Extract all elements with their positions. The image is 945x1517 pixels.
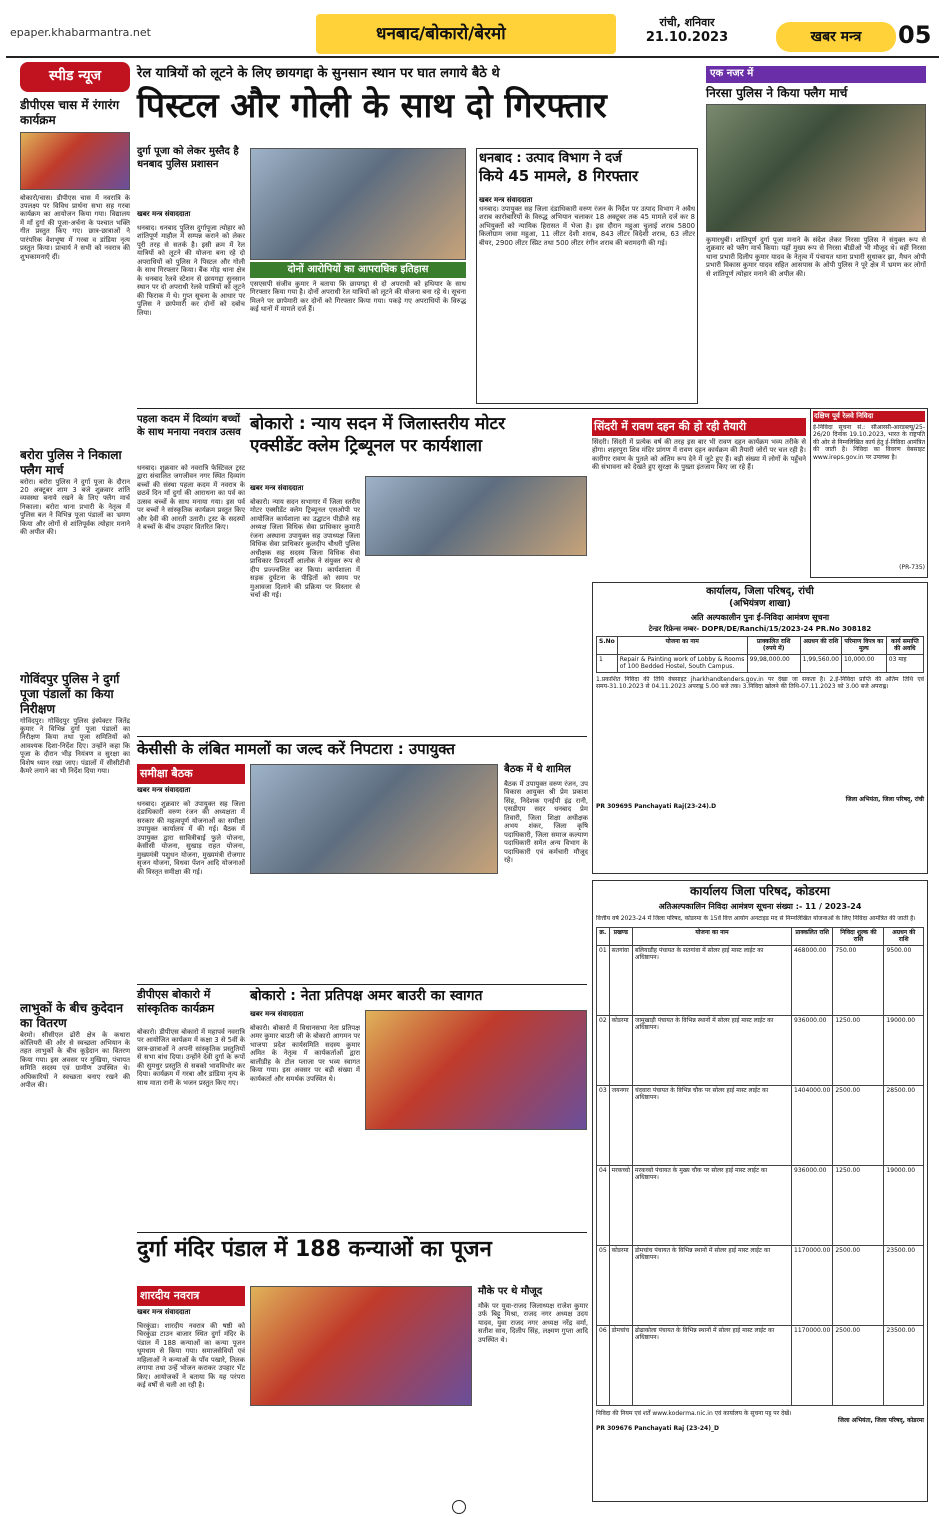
koderma-tender bbox=[592, 880, 928, 1502]
koderma-notice: अतिअल्पकालिन निविदा आमंत्रण सूचना संख्या :- 11 / 2023-24 bbox=[658, 902, 862, 911]
dps-headline: डीपीएस बोकारो में सांस्कृतिक कार्यक्रम bbox=[137, 988, 215, 1015]
kanya-byline: खबर मन्त्र संवाददाता bbox=[137, 1308, 191, 1316]
section-banner bbox=[316, 14, 729, 54]
railway-tender-body: ई-निविदा सूचना सं.: सीआरसी-आरडब्ल्यू/25-26/20 दिनांक 19.10.2023, भारत के राष्ट्रपति की ओर से निम्नलिखित कार्य हेतु ई-निविदा आमंत्रित की जाती है। निविदा का विवरण वेबसाइट www.ireps.gov.in पर उपलब्ध है। bbox=[813, 423, 925, 461]
ranchi-notes: 1.प्रकाशित निविदा की तिथि वेबसाइट jharkhandtenders.gov.in पर देखा जा सकता है। 2.ई-निविदा प्राप्ति की अंतिम तिथि एवं समय-31.10.2023 से 04.11.2023 अपराह्न 5.00 बजे तक। 3.निविदा खोलने की तिथि-07.11.2023 को 3.00 बजे अपराह्न। bbox=[596, 675, 924, 690]
ranchi-notice: अति अल्पकालीन पुनः ई-निविदा आमंत्रण सूचना bbox=[690, 612, 830, 622]
cell: मरकच्चो bbox=[609, 1165, 632, 1245]
col-estimate: प्राक्कलित राशि (रुपये में) bbox=[747, 636, 800, 654]
item2-title: बरोरा पुलिस ने निकाला फ्लैग मार्च bbox=[20, 447, 122, 477]
cell: 1404000.00 bbox=[792, 1085, 833, 1165]
col-period: कार्य समाप्ति की अवधि bbox=[886, 636, 923, 654]
koderma-intro: वित्तीय वर्ष 2023-24 में जिला परिषद, कोडरमा के 15वें वित्त आयोग अनटाइड मद से निम्नलिखित योजनाओं के लिए निविदा आमंत्रित की जाती है। bbox=[596, 915, 916, 922]
kanya-tag: शारदीय नवरात्र bbox=[137, 1286, 245, 1306]
col-no: क्र. bbox=[597, 927, 610, 945]
table-row bbox=[597, 1165, 924, 1245]
kanya-body: चिरकुंडा। शारदीय नवरात्र की षष्ठी को चिरकुंडा टाउन बाजार स्थित दुर्गा मंदिर के पंडाल में 188 कन्याओं का कन्या पूजन धूमधाम से किया गया। समाजसेवियों एवं महिलाओं ने कन्याओं के पाँव पखारे, तिलक लगाया तथा उन्हें भोजन कराकर उपहार भेंट किए। आयोजकों ने बताया कि यह परंपरा कई वर्षों से चली आ रही है। bbox=[137, 1322, 245, 1390]
site-url[interactable]: epaper.khabarmantra.net bbox=[10, 26, 151, 39]
koderma-footer: निविदा की नियम एवं शर्तें www.koderma.nic.in एवं कार्यालय के सूचना पट्ट पर देखें। bbox=[596, 1409, 792, 1417]
cell: 04 bbox=[597, 1165, 610, 1245]
kcc-body: धनबाद। शुक्रवार को उपायुक्त सह जिला दंडाधिकारी वरुण रंजन की अध्यक्षता में सरकार की महत्वपूर्ण योजनाओं का समीक्षा उपायुक्त कार्यालय में की गई। बैठक में उपायुक्त द्वारा सावित्रीबाई फुले योजना, केसीसी योजना, सुखाड़ राहत योजना, मुख्यमंत्री पशुधन योजना, मुख्यमंत्री रोजगार सृजन योजना, विधवा पेंशन आदि योजनाओं की विस्तृत समीक्षा की गई। bbox=[137, 800, 245, 876]
cell: 936000.00 bbox=[792, 1015, 833, 1085]
lead-photo bbox=[250, 148, 466, 260]
cell: डोमचांच पंचायत के विभिन्न स्थानों में सोलर हाई मास्ट लाईट का अधिष्ठापन। bbox=[632, 1245, 791, 1325]
railway-tender bbox=[810, 408, 928, 578]
col-scheme: योजना का नाम bbox=[617, 636, 747, 654]
lead-sidebar-heading: दुर्गा पूजा को लेकर मुस्तैद है धनबाद पुलिस प्रशासन bbox=[137, 146, 239, 170]
navratra-body: धनबाद। शुक्रवार को नवरात्रि फेस्टिवल ट्रस्ट द्वारा संचालित जगजीवन नगर स्थित दिव्यांग बच्चों की संस्था पहला कदम में नवरात्र के छठवें दिन माँ दुर्गा की आराधना का पर्व का उत्सव बच्चों के साथ मनाया गया। इस पर्व पर बच्चों ने सांस्कृतिक कार्यक्रम प्रस्तुत किए और देवी की आरती उतारी। ट्रस्ट के सदस्यों ने बच्चों के बीच उपहार वितरित किए। bbox=[137, 464, 245, 532]
table-header-row bbox=[597, 927, 924, 945]
amar-body: बोकारो। बोकारो में विधानसभा नेता प्रतिपक्ष अमर कुमार बाउरी जी के बोकारो आगमन पर भाजपा प्रदेश कार्यसमिति सदस्य कुमार अमित के नेतृत्व में कार्यकर्ताओं द्वारा बालीडीह के टोल प्लाजा पर भव्य स्वागत किया गया। इस अवसर पर बड़ी संख्या में कार्यकर्ता और समर्थक उपस्थित थे। bbox=[250, 1024, 360, 1083]
lead-body: धनबाद। धनबाद पुलिस दुर्गापूजा त्योहार को शांतिपूर्ण माहौल में सम्पन्न कराने को लेकर पूरी तरह से सतर्क है। इसी क्रम में रेल यात्रियों को लूटने की योजना बना रहे दो अपराधियों को पुलिस ने पिस्टल और गोली के साथ गिरफ्तार किया। बैंक मोड़ थाना क्षेत्र के धनबाद रेलवे स्टेशन से छायगद्दा सुनसान स्थान पर दो अपराधी रेलवे यात्रियों को लूटने की फिराक में थे। गुप्त सूचना के आधार पर पुलिस ने छापेमारी कर दोनों को दबोच लिया। bbox=[137, 224, 245, 317]
railway-tender-ref: (PR-735) bbox=[899, 563, 925, 571]
koderma-table bbox=[596, 927, 924, 1406]
cell: 750.00 bbox=[833, 945, 884, 1015]
ranchi-signature: जिला अभियंता, जिला परिषद्, रांची bbox=[845, 795, 924, 803]
item4-title: लाभुकों के बीच कुदेदान का वितरण bbox=[20, 1000, 124, 1030]
speed-news-tag: स्पीड न्यूज bbox=[20, 62, 130, 92]
divider-3 bbox=[137, 984, 587, 985]
kcc-headline: केसीसी के लंबित मामलों का जल्द करें निपटारा : उपायुक्त bbox=[137, 740, 455, 758]
tribunal-headline-b: एक्सीडेंट क्लेम ट्रिब्यूनल पर कार्यशाला bbox=[250, 436, 483, 456]
ranchi-tender-ref: टेन्डर रिफ्रेन्स नम्बर- DOPR/DE/Ranchi/15/2023-24 PR.No 308182 bbox=[648, 624, 872, 633]
divider-4 bbox=[137, 1232, 587, 1233]
cell: 1,99,560.00 bbox=[800, 654, 841, 672]
cell: चंदवारा पंचायत के विभिन्न चौक पर सोलर हाई मास्ट लाईट का अधिष्ठापन। bbox=[632, 1085, 791, 1165]
tribunal-byline: खबर मन्त्र संवाददाता bbox=[250, 484, 304, 492]
cell: बलियाडीह पंचायत के सतगांवा में सोलर हाई मास्ट लाईट का अधिष्ठापन। bbox=[632, 945, 791, 1015]
koderma-pr: PR 309676 Panchayati Raj (23-24)_D bbox=[596, 1424, 719, 1432]
table-row bbox=[597, 1015, 924, 1085]
divider-1 bbox=[137, 408, 927, 409]
cell: जामूखाड़ी पंचायत के विभिन्न स्थानों में सोलर हाई मास्ट लाईट का अधिष्ठापन। bbox=[632, 1015, 791, 1085]
col-bill: परिमाण विपत्र का मूल्य bbox=[841, 636, 886, 654]
excise-headline-b: किये 45 मामले, 8 गिरफ्तार bbox=[479, 167, 639, 186]
cell: डोमचांच bbox=[609, 1325, 632, 1405]
item4-body: बेरमो। सीसीएल ढोरी क्षेत्र के कथारा कोलियरी की ओर से स्वच्छता अभियान के तहत लाभुकों के बीच कूड़ेदान का वितरण किया गया। इस अवसर पर मुखिया, पंचायत समिति सदस्य एवं ग्रामीण उपस्थित थे। अधिकारियों ने स्वच्छता बनाए रखने की अपील की। bbox=[20, 1030, 130, 1090]
cell: 05 bbox=[597, 1245, 610, 1325]
kcc-body-cont bbox=[250, 878, 498, 978]
tribunal-body: बोकारो। न्याय सदन सभागार में जिला स्तरीय मोटर एक्सीडेंट क्लेम ट्रिब्यूनल एसओपी पर आयोजित कार्यशाला का उद्घाटन पीडीजे सह अध्यक्ष जिला विधिक सेवा प्राधिकार कुमारी रंजना अस्थाना उपायुक्त सह उपाध्यक्ष जिला विधिक सेवा प्राधिकार कुलदीप चौधरी पुलिस अधीक्षक सह सदस्य जिला विधिक सेवा प्राधिकार प्रियदर्शी आलोक ने संयुक्त रूप से दीप प्रज्ज्वलित कर किया। कार्यशाला में सड़क दुर्घटना के पीड़ितों को समय पर मुआवजा दिलाने की प्रक्रिया पर विस्तार से चर्चा की गई। bbox=[250, 498, 360, 600]
dps-body: बोकारो। डीपीएस बोकारो में महापर्व नवरात्रि पर आयोजित कार्यक्रम में कक्षा 3 से 5वीं के छात्र-छात्राओं ने अपनी सांस्कृतिक प्रस्तुतियों से सभा बांध दिया। उन्होंने देवी दुर्गा के रूपों की सुमधुर प्रस्तुति से सबको भावविभोर कर दिया। कार्यक्रम में गरबा और डांडिया नृत्य के साथ माता रानी के भजन प्रस्तुत किए गए। bbox=[137, 1028, 245, 1087]
tribunal-photo bbox=[365, 476, 587, 556]
col-earnest: अग्रधन की राशि bbox=[800, 636, 841, 654]
cell: जयनगर bbox=[609, 1085, 632, 1165]
cell: ढोढाकोला पंचायत के विभिन्न स्थानों में सोलर हाई मास्ट लाईट का अधिष्ठापन। bbox=[632, 1325, 791, 1405]
cell: 28500.00 bbox=[884, 1085, 924, 1165]
kanya-side-body: मौके पर युवा-राजद जिलाध्यक्ष राजेश कुमार उर्फ बिट्टू मिश्रा, राजद नगर अध्यक्ष उदय यादव, युवा राजद नगर अध्यक्ष नरेंद्र वर्मा, सतीश साव, दिलीप सिंह, लक्ष्मण गुप्ता आदि उपस्थित थे। bbox=[478, 1302, 588, 1344]
sindri-body: सिंदरी। सिंदरी में प्रत्येक वर्ष की तरह इस बार भी रावण दहन कार्यक्रम भव्य तरीके से होगा। शहरपुरा शिव मंदिर प्रांगण में रावण दहन कार्यक्रम की तैयारी जोरों पर चल रही है। कारीगर रावण के पुतले को अंतिम रूप देने में जुटे हुए हैं। बड़ी संख्या में लोगों के पहुँचने की संभावना को देखते हुए सुरक्षा के पुख्ता इंतजाम किए जा रहे हैं। bbox=[592, 438, 806, 472]
lead-kicker: रेल यात्रियों को लूटने के लिए छायगद्दा के सुनसान स्थान पर घात लगाये बैठे थे bbox=[137, 66, 500, 81]
table-row bbox=[597, 1325, 924, 1405]
cell: 02 bbox=[597, 1015, 610, 1085]
kanya-photo bbox=[250, 1286, 472, 1406]
cell: 06 bbox=[597, 1325, 610, 1405]
tribunal-body-cont bbox=[365, 560, 587, 734]
kanya-body-cont bbox=[250, 1410, 472, 1502]
cell: 1250.00 bbox=[833, 1015, 884, 1085]
cell: 468000.00 bbox=[792, 945, 833, 1015]
cell: 01 bbox=[597, 945, 610, 1015]
divider-2 bbox=[137, 736, 587, 737]
cell: 1170000.00 bbox=[792, 1245, 833, 1325]
cell: 1250.00 bbox=[833, 1165, 884, 1245]
railway-tender-title: दक्षिण पूर्व रेलवे निविदा bbox=[813, 411, 925, 422]
cell: सतगांवा bbox=[609, 945, 632, 1015]
excise-body: धनबाद। उपायुक्त सह जिला दंडाधिकारी वरुण रंजन के निर्देश पर उत्पाद विभाग ने अवैध शराब कारोबारियों के विरुद्ध अभियान चलाकर 18 अक्टूबर तक 45 मामले दर्ज कर 8 अभियुक्तों को न्यायिक हिरासत में भेजा है। इस दौरान महुआ चुलाई शराब 5800 किलोग्राम जावा महुआ, 11 लीटर देशी शराब, 843 लीटर विदेशी शराब, 63 लीटर बीयर, 2900 लीटर स्प्रिट तथा 500 लीटर रंगीन शराब की बरामदगी की गई। bbox=[479, 204, 695, 247]
item1-photo bbox=[20, 132, 130, 190]
nirsa-headline: निरसा पुलिस ने किया फ्लैग मार्च bbox=[706, 86, 848, 100]
kanya-headline: दुर्गा मंदिर पंडाल में 188 कन्याओं का पूजन bbox=[137, 1237, 492, 1262]
tribunal-headline-a: बोकारो : न्याय सदन में जिलास्तरीय मोटर bbox=[250, 414, 506, 434]
cell: मरकच्चो पंचायत के मुख्य चौक पर सोलर हाई मास्ट लाईट का अधिष्ठापन। bbox=[632, 1165, 791, 1245]
cell: 23500.00 bbox=[884, 1245, 924, 1325]
col-sno: S.No bbox=[597, 636, 618, 654]
lead-byline: खबर मन्त्र संवाददाता bbox=[137, 210, 191, 218]
speed-news-column bbox=[20, 62, 130, 1502]
ranchi-pr: PR 309695 Panchayati Raj(23-24).D bbox=[596, 803, 717, 810]
item1-body: बोकारो/चास। डीपीएस चास में नवरात्रि के उपलक्ष्य पर विविध प्रार्थना सभा सह गरबा कार्यक्रम का आयोजन किया गया। विद्यालय में माँ दुर्गा की पूजा-अर्चना के पश्चात भक्ति गीत प्रस्तुत किए गए। छात्र-छात्राओं ने पारंपरिक वेशभूषा में गरबा व डांडिया नृत्य प्रस्तुत किया। प्राचार्य ने सभी को नवरात्र की शुभकामनाएँ दीं। bbox=[20, 193, 130, 261]
excise-byline: खबर मन्त्र संवाददाता bbox=[479, 196, 533, 204]
table-row bbox=[597, 945, 924, 1015]
excise-headline-a: धनबाद : उत्पाद विभाग ने दर्ज bbox=[479, 151, 622, 166]
sindri-headline: सिंदरी में रावण दहन की हो रही तैयारी bbox=[592, 418, 806, 436]
brand-logo: खबर मन्त्र bbox=[776, 22, 896, 52]
date-box bbox=[642, 16, 732, 46]
kcc-side-body: बैठक में उपायुक्त वरुण रंजन, उप विकास आयुक्त श्री प्रेम प्रकाश सिंह, निदेशक एनईपी इंद्र रानी, एसडीएम सदर धनबाद प्रेम तिवारी, जिला शिक्षा अधीक्षक अभय शंकर, जिला कृषि पदाधिकारी, जिला समाज कल्याण पदाधिकारी समेत अन्य विभाग के पदाधिकारी एवं कर्मचारी मौजूद रहे। bbox=[504, 780, 588, 865]
registration-mark bbox=[452, 1500, 466, 1514]
cell: 10,000.00 bbox=[841, 654, 886, 672]
zila-tender-ranchi bbox=[592, 582, 928, 874]
item3-title: गोविंदपुर पुलिस ने दुर्गा पूजा पंडालों का किया निरीक्षण bbox=[20, 671, 120, 716]
amar-headline: बोकारो : नेता प्रतिपक्ष अमर बाउरी का स्वागत bbox=[250, 988, 483, 1004]
cell: 99,98,000.00 bbox=[747, 654, 800, 672]
nirsa-body: कुमारधुबी। शांतिपूर्ण दुर्गा पूजा मनाने के संदेश लेकर निरसा पुलिस ने संयुक्त रूप से शुक्रवार को फ्लैग मार्च किया। यहाँ मुख्य रूप से निरसा बीडीओ भी मौजूद थे। वहीं निरसा थाना प्रभारी दिलीप कुमार यादव के नेतृत्व में पंचायत थाना प्रभारी सुधाकर झा, मैथन ओपी प्रभारी विकास कुमार यादव सहित आसपास के ओपी पुलिस ने पूरे क्षेत्र में भ्रमण कर लोगों से शांतिपूर्ण त्योहार मनाने की अपील की। bbox=[706, 236, 926, 278]
navratra-headline: पहला कदम में दिव्यांग बच्चों के साथ मनाया नवरात्र उत्सव bbox=[137, 414, 241, 438]
amar-photo bbox=[365, 1010, 587, 1130]
cell: 1 bbox=[597, 654, 618, 672]
masthead bbox=[6, 8, 939, 58]
table-header-row bbox=[597, 636, 924, 654]
cell: 1170000.00 bbox=[792, 1325, 833, 1405]
col-scheme: योजना का नाम bbox=[632, 927, 791, 945]
city-day: रांची, शनिवार bbox=[659, 16, 715, 29]
cell: 03 bbox=[597, 1085, 610, 1165]
cell: 9500.00 bbox=[884, 945, 924, 1015]
cell: कोडरमा bbox=[609, 1015, 632, 1085]
issue-date: 21.10.2023 bbox=[645, 29, 729, 45]
cell: 23500.00 bbox=[884, 1325, 924, 1405]
nirsa-tag: एक नजर में bbox=[706, 66, 926, 83]
cell: कोडरमा bbox=[609, 1245, 632, 1325]
koderma-office: कार्यालय जिला परिषद, कोडरमा bbox=[690, 884, 830, 898]
col-block: प्रखण्ड bbox=[609, 927, 632, 945]
section-title: धनबाद/बोकारो/बेरमो bbox=[376, 24, 506, 44]
item2-body: बरोरा। बरोरा पुलिस ने दुर्गा पूजा के दौरान 20 अक्टूबर शाम 3 बजे शुक्रवार शांति व्यवस्था बनाये रखने के लिए फ्लैग मार्च निकाला। बरोरा थाना प्रभारी के नेतृत्व में पुलिस बल ने विभिन्न पूजा पंडालों का भ्रमण किया और लोगों से शांतिपूर्वक त्योहार मनाने की अपील की। bbox=[20, 477, 130, 537]
cell: 2500.00 bbox=[833, 1325, 884, 1405]
kcc-tag: समीक्षा बैठक bbox=[137, 764, 245, 784]
koderma-signature: जिला अभियंता, जिला परिषद्, कोडरमा bbox=[837, 1417, 924, 1424]
page-number: 05 bbox=[898, 21, 932, 49]
cell: 03 माह bbox=[886, 654, 923, 672]
table-row bbox=[597, 1085, 924, 1165]
amar-byline: खबर मन्त्र संवाददाता bbox=[250, 1010, 304, 1018]
kcc-photo bbox=[250, 764, 498, 874]
col-estimate: प्राक्कलित राशि bbox=[792, 927, 833, 945]
kanya-side-title: मौके पर थे मौजूद bbox=[478, 1286, 543, 1297]
cell: 19000.00 bbox=[884, 1015, 924, 1085]
col-earnest: अग्रधन की राशि bbox=[884, 927, 924, 945]
lead-photo-caption: दोनों आरोपियों का आपराधिक इतिहास bbox=[250, 262, 466, 278]
ranchi-office: कार्यालय, जिला परिषद्, रांची bbox=[706, 586, 814, 597]
table-row bbox=[597, 654, 924, 672]
lead-caption-body: एसएसपी संजीव कुमार ने बताया कि छायगद्दा से दो अपराधी को हथियार के साथ गिरफ्तार किया गया है। दोनों अपराधी रेल यात्रियों को लूटने की योजना बना रहे थे। सूचना मिलने पर छापेमारी कर दोनों को गिरफ्तार किया गया। पकड़े गए अपराधियों के विरुद्ध कई थानों में मामले दर्ज हैं। bbox=[250, 280, 466, 314]
kcc-byline: खबर मन्त्र संवाददाता bbox=[137, 786, 191, 794]
item3-body: गोविंदपुर। गोविंदपुर पुलिस इंस्पेक्टर जितेंद्र कुमार ने विभिन्न दुर्गा पूजा पंडालों का निरीक्षण किया तथा पूजा समितियों को आवश्यक दिशा-निर्देश दिए। उन्होंने कहा कि पूजा के दौरान भीड़ नियंत्रण व सुरक्षा का विशेष ध्यान रखा जाए। पंडालों में सीसीटीवी कैमरे लगाने का भी निर्देश दिया गया। bbox=[20, 716, 130, 776]
cell: 2500.00 bbox=[833, 1245, 884, 1325]
kcc-side-title: बैठक में थे शामिल bbox=[504, 764, 571, 775]
excise-story bbox=[476, 148, 698, 404]
nirsa-photo bbox=[706, 104, 926, 232]
cell: Repair & Painting work of Lobby & Rooms of 100 Bedded Hostel, South Campus. bbox=[617, 654, 747, 672]
item1-title: डीपीएस चास में रंगारंग कार्यक्रम bbox=[20, 97, 120, 127]
ranchi-dept: (अभियंत्रण शाखा) bbox=[729, 598, 791, 609]
cell: 19000.00 bbox=[884, 1165, 924, 1245]
table-row bbox=[597, 1245, 924, 1325]
lead-headline: पिस्टल और गोली के साथ दो गिरफ्तार bbox=[137, 86, 607, 126]
col-fee: निविदा शुल्क की राशि bbox=[833, 927, 884, 945]
ranchi-tender-table bbox=[596, 636, 924, 673]
cell: 2500.00 bbox=[833, 1085, 884, 1165]
cell: 936000.00 bbox=[792, 1165, 833, 1245]
amar-body-cont bbox=[365, 1134, 587, 1228]
